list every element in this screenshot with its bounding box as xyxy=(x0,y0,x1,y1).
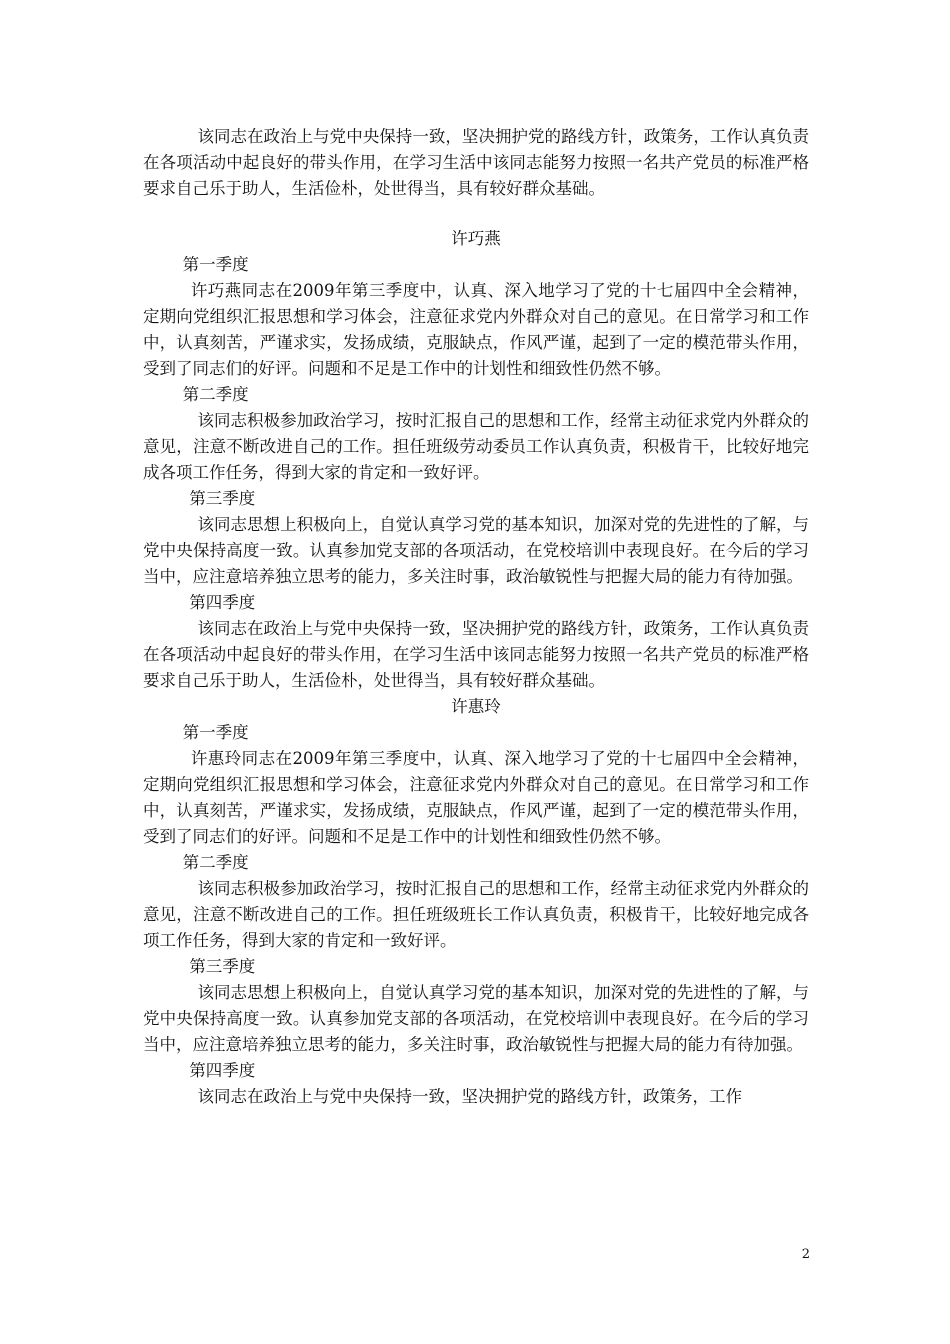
person-name: 许巧燕 xyxy=(451,229,501,248)
quarter-heading: 第一季度 xyxy=(182,255,249,274)
quarter-heading: 第四季度 xyxy=(189,1061,256,1080)
quarter-heading: 第一季度 xyxy=(182,723,249,742)
intro-paragraph: 该同志在政治上与党中央保持一致，坚决拥护党的路线方针，政策务，工作认真负责在各项活动中起良好的带头作用，在学习生活中该同志能努力按照一名共产党员的标准严格要求自己乐于助人，生活俭朴，处世得当，具有较好群众基础。 xyxy=(143,127,809,198)
quarter-heading: 第二季度 xyxy=(182,385,249,404)
person-name: 许惠玲 xyxy=(451,697,501,716)
quarter-paragraph: 该同志思想上积极向上，自觉认真学习党的基本知识，加深对党的先进性的了解，与党中央保持高度一致。认真参加党支部的各项活动，在党校培训中表现良好。在今后的学习当中，应注意培养独立思考的能力，多关注时事，政治敏锐性与把握大局的能力有待加强。 xyxy=(143,983,809,1054)
document-body xyxy=(143,124,809,1110)
quarter-paragraph: 该同志在政治上与党中央保持一致，坚决拥护党的路线方针，政策务，工作 xyxy=(197,1087,742,1106)
quarter-paragraph: 该同志在政治上与党中央保持一致，坚决拥护党的路线方针，政策务，工作认真负责在各项活动中起良好的带头作用，在学习生活中该同志能努力按照一名共产党员的标准严格要求自己乐于助人，生活俭朴，处世得当，具有较好群众基础。 xyxy=(143,619,809,690)
quarter-paragraph: 该同志思想上积极向上，自觉认真学习党的基本知识，加深对党的先进性的了解，与党中央保持高度一致。认真参加党支部的各项活动，在党校培训中表现良好。在今后的学习当中，应注意培养独立思考的能力，多关注时事，政治敏锐性与把握大局的能力有待加强。 xyxy=(143,515,809,586)
quarter-heading: 第三季度 xyxy=(189,957,256,976)
quarter-paragraph: 许巧燕同志在2009年第三季度中，认真、深入地学习了党的十七届四中全会精神，定期向党组织汇报思想和学习体会，注意征求党内外群众对自己的意见。在日常学习和工作中，认真刻苦，严谨求实，发扬成绩，克服缺点，作风严谨，起到了一定的模范带头作用，受到了同志们的好评。问题和不足是工作中的计划性和细致性仍然不够。 xyxy=(143,281,809,378)
quarter-paragraph: 该同志积极参加政治学习，按时汇报自己的思想和工作，经常主动征求党内外群众的意见，注意不断改进自己的工作。担任班级班长工作认真负责，积极肯干，比较好地完成各项工作任务，得到大家的肯定和一致好评。 xyxy=(143,879,809,950)
quarter-heading: 第四季度 xyxy=(189,593,256,612)
quarter-paragraph: 该同志积极参加政治学习，按时汇报自己的思想和工作，经常主动征求党内外群众的意见，注意不断改进自己的工作。担任班级劳动委员工作认真负责，积极肯干，比较好地完成各项工作任务，得到大家的肯定和一致好评。 xyxy=(143,411,809,482)
quarter-paragraph: 许惠玲同志在2009年第三季度中，认真、深入地学习了党的十七届四中全会精神，定期向党组织汇报思想和学习体会，注意征求党内外群众对自己的意见。在日常学习和工作中，认真刻苦，严谨求实，发扬成绩，克服缺点，作风严谨，起到了一定的模范带头作用，受到了同志们的好评。问题和不足是工作中的计划性和细致性仍然不够。 xyxy=(143,749,809,846)
page-number: 2 xyxy=(801,1247,810,1262)
quarter-heading: 第三季度 xyxy=(189,489,256,508)
quarter-heading: 第二季度 xyxy=(182,853,249,872)
